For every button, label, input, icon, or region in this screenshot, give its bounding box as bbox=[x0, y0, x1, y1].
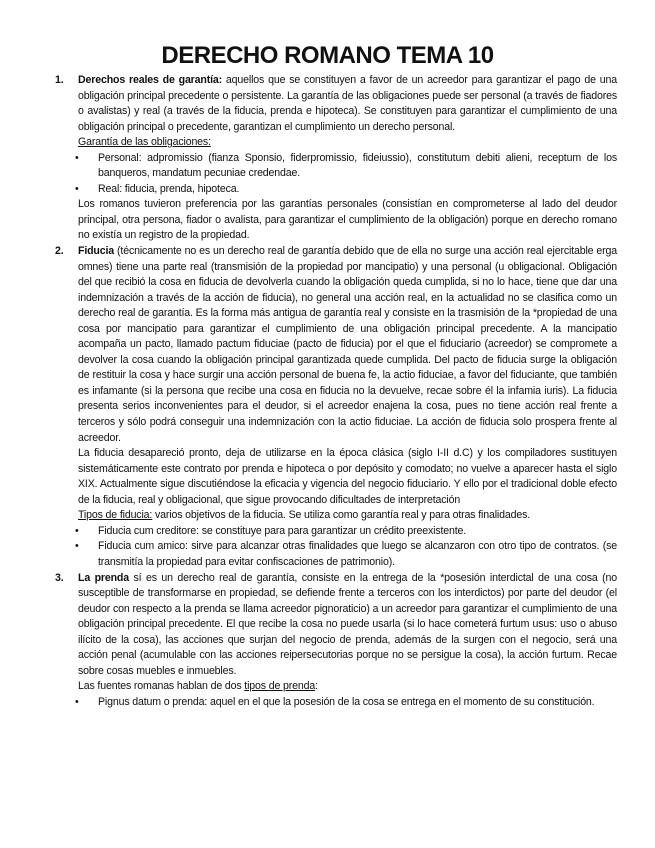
paragraph-text: La fiducia desapareció pronto, deja de utilizarse en la época clásica (siglo I-II d.C) y los compiladores sustituyen sistemáticamente este contrato por prenda e hipoteca o por depósito y comodato; no vuelve a aparecer hasta el siglo XIX. Actualmente sigue discutiéndose la eficacia y vigencia del negocio fiduciario. Y ello por el tradicional doble efecto de la fiducia, real y obligacional, que sigue provocando dificultades de interpretación bbox=[78, 447, 617, 506]
list-item bbox=[55, 151, 617, 182]
sources-colon: : bbox=[315, 680, 318, 693]
section-lead: Derechos reales de garantía: bbox=[78, 74, 223, 86]
list-item bbox=[55, 182, 617, 198]
section-paragraph bbox=[78, 244, 617, 446]
sources-text: Las fuentes romanas hablan de dos bbox=[78, 680, 245, 693]
section-closing bbox=[55, 197, 617, 244]
list-item bbox=[55, 524, 617, 540]
sources-underlined: tipos de prenda bbox=[244, 680, 316, 693]
section-derechos-reales bbox=[55, 73, 617, 151]
section-lead: Fiducia bbox=[78, 245, 115, 258]
list-item bbox=[55, 695, 617, 711]
paragraph-text: Los romanos tuvieron preferencia por las garantías personales (consistían en comprometerse al lado del deudor principal, otra persona, fiador o avalista, para garantizar el cumplimiento de la obligación) porque en derecho romano no existía un registro de la propiedad. bbox=[78, 198, 617, 242]
paragraph-text: sí es un derecho real de garantía, consiste en la entrega de la *posesión interdictal de una cosa (no susceptible de transformarse en propiedad, se defiende frente a terceros con los interdictos) por parte del deudor (el deudor con respecto a la prenda se llama acreedor pignoraticio) a un acreedor para garantizar el cumplimiento de una obligación principal precedente. El que recibe la cosa no puede usarla (si lo hace cometerá furtum usus: uso o abuso ilícito de la cosa), las acciones que surjan del negocio de prenda, además de la surgen con el negocio, será una acción penal (acumulable con las acciones reipersecutorias porque no se persigue la cosa), la acción furtum. Recae sobre cosas muebles e inmuebles. bbox=[78, 571, 617, 677]
types-line bbox=[78, 508, 617, 524]
section-prenda bbox=[55, 571, 617, 695]
sub-heading bbox=[78, 135, 617, 151]
bullet-icon: • bbox=[75, 524, 79, 537]
sources-line bbox=[78, 679, 617, 695]
section-paragraph bbox=[78, 571, 617, 680]
list-item-text: Real: fiducia, prenda, hipoteca. bbox=[98, 182, 240, 195]
sub-heading-text: Garantía de las obligaciones: bbox=[78, 136, 211, 149]
document-title: DERECHO ROMANO TEMA 10 bbox=[161, 42, 494, 69]
paragraph-text: (técnicamente no es un derecho real de garantía debido que de ella no surge una acción real ejercitable erga omnes) tiene una parte real (transmisión de la propiedad por mancipatio) y una personal (u obligacional. Obligación del que recibió la cosa en fiducia de devolverla cuando la obligación queda cumplida, si no lo hace, tiene que dar una indemnización a través de la acción de fiducia), no general una acción real, en la actualidad no se clasifica como un derecho real de garantía. Es la forma más antigua de garantía real y consiste en la trasmisión de la *propiedad de una cosa por mancipatio para garantizar el cumplimiento de una obligación principal precedente. A la mancipatio acompaña un pacto, llamado pactum fiduciae (pacto de fiducia) por el que el fiduciario (acreedor) se compromete a devolver la cosa cuando la obligación principal garantizada quede cumplida. Del pacto de fiducia surge la obligación de restituir la cosa y hace surgir una acción personal de buena fe, la actio fiduciae, a favor del fiduciante, que también es infamante (si la persona que recibe una cosa en fiducia no la devuelve, recae sobre él la infamia iuris). La fiducia presenta serios inconvenientes para el deudor, si el acreedor enajena la cosa, pues no tiene acción real frente a terceros y sólo podrá conseguir una indemnización con la actio fiduciae. La acción de fiducia solo prospera frente al acreedor. bbox=[78, 245, 617, 444]
list-item-text: Personal: adpromissio (fianza Sponsio, fiderpromissio, fideiussio), constitutum debiti alieni, receptum de los banqueros, mandatum pecuniae credendae. bbox=[98, 151, 617, 180]
list-item-text: Pignus datum o prenda: aquel en el que la posesión de la cosa se entrega en el momento de su constitución. bbox=[98, 695, 595, 708]
section-paragraph bbox=[78, 73, 617, 135]
section-number: 1. bbox=[55, 74, 64, 86]
list-item-text: Fiducia cum creditore: se constituye para para garantizar un crédito preexistente. bbox=[98, 524, 467, 537]
section-lead: La prenda bbox=[78, 571, 129, 584]
bullet-icon: • bbox=[75, 695, 79, 708]
bullet-icon: • bbox=[75, 151, 79, 164]
list-item bbox=[55, 539, 617, 570]
section-number: 3. bbox=[55, 571, 64, 584]
types-label: Tipos de fiducia: bbox=[78, 509, 153, 522]
list-item-text: Fiducia cum amico: sirve para alcanzar otras finalidades que luego se alcanzaron con otro tipo de contratos. (se transmitía la propiedad para evitar confiscaciones de patrimonio). bbox=[98, 540, 617, 568]
paragraph-text: aquellos que se constituyen a favor de un acreedor para garantizar el pago de una obligación principal precedente o persistente. La garantía de las obligaciones puede ser personal (a través de fiadores o avalistas) y real (a través de la fiducia, prenda e hipoteca). Se constituyen para garantizar el cumplimiento de una obligación principal o precedente, garantizan el cumplimiento un derecho personal. bbox=[78, 74, 617, 133]
types-text: varios objetivos de la fiducia. Se utiliza como garantía real y para otras finalidades. bbox=[152, 509, 531, 522]
bullet-icon: • bbox=[75, 182, 79, 195]
section-fiducia bbox=[55, 244, 617, 524]
bullet-icon: • bbox=[75, 540, 79, 553]
document-body bbox=[55, 73, 617, 710]
section-number: 2. bbox=[55, 245, 64, 258]
